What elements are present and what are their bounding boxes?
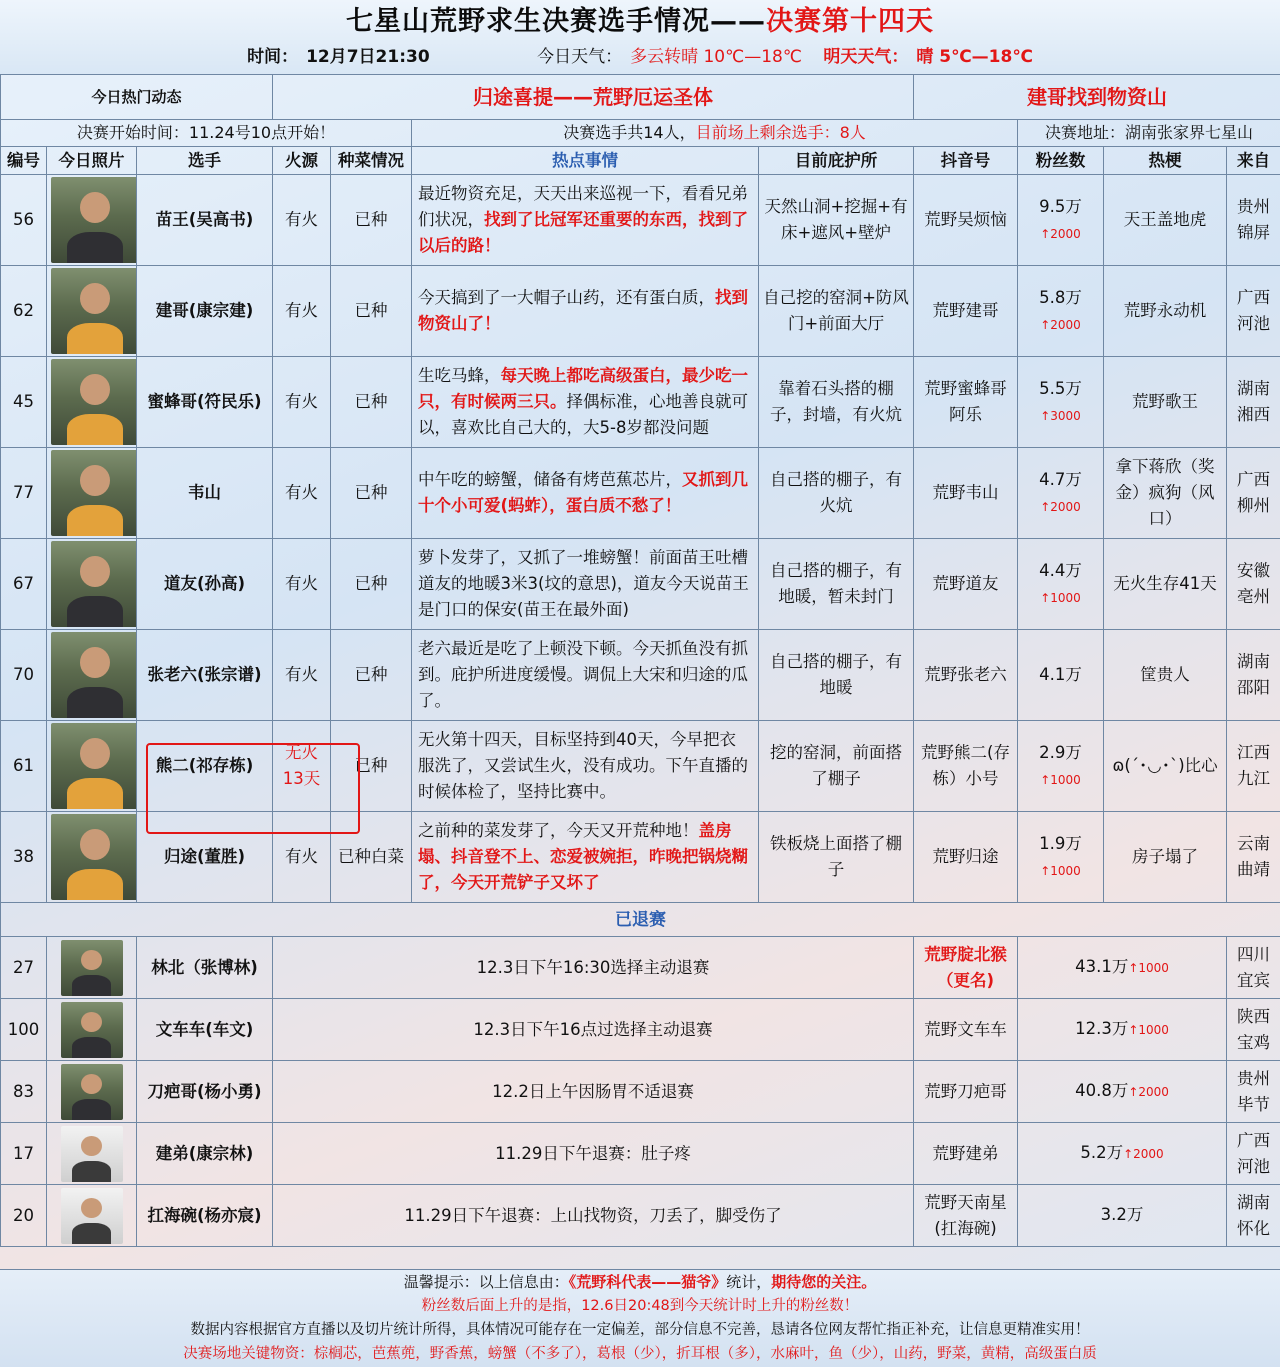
photo-cell [47,999,137,1061]
footer-fans-note: 粉丝数后面上升的是指，12.6日20:48到今天统计时上升的粉丝数！ [421,1298,859,1314]
player-name: 扛海碗(杨亦宸) [137,1185,273,1247]
photo-head [80,556,110,587]
event-highlight: 找到了比冠军还重要的东西，找到了以后的路！ [418,210,749,255]
event-text-more: 择偶标准，心地善良就可以，喜欢比自己大的，大5-8岁都没问题 [418,392,749,437]
fans-count [1018,999,1227,1061]
hot-news-row [1,75,1280,120]
douyin-account: 荒野建弟 [914,1123,1018,1185]
hometown: 贵州锦屏 [1227,175,1280,266]
photo-cell [47,721,137,812]
retire-reason: 12.2日上午因肠胃不适退赛 [273,1061,914,1123]
event-text: 之前种的菜发芽了，今天又开荒种地！ [418,821,699,840]
veg-status: 已种 [331,630,412,721]
player-name: 建哥(康宗建) [137,266,273,357]
fire-status: 有火 [273,539,331,630]
player-name: 道友(孙高) [137,539,273,630]
fans-count [1018,448,1104,539]
veg-status: 已种 [331,175,412,266]
meme: 荒野歌王 [1104,357,1227,448]
photo-cell [47,937,137,999]
fans-count [1018,1185,1227,1247]
shelter: 天然山洞+挖掘+有床+遮风+壁炉 [759,175,914,266]
footer-disclaimer: 数据内容根据官方直播以及切片统计所得，具体情况可能存在一定偏差，部分信息不完善，恳请各位网友帮忙指正补充，让信息更精准实用！ [190,1322,1090,1338]
player-photo [61,1002,123,1058]
player-photo [61,1188,123,1244]
fans-value: 4.4万 [1039,560,1082,580]
hot-news-item-2: 建哥找到物资山 [914,75,1280,120]
douyin-account: 荒野蜜蜂哥阿乐 [914,357,1018,448]
veg-status: 已种 [331,357,412,448]
photo-body [67,687,123,718]
photo-head [80,283,110,314]
hot-event [412,175,759,266]
event-text: 中午吃的螃蟹，储备有烤芭蕉芯片， [418,470,683,489]
photo-body [67,596,123,627]
fans-count [1018,937,1227,999]
fans-value: 5.5万 [1039,378,1082,398]
fans-value: 40.8万 [1075,1081,1129,1100]
photo-cell [47,357,137,448]
fans-count [1018,721,1104,812]
player-id: 20 [1,1185,47,1247]
fans-count [1018,357,1104,448]
photo-body [67,232,123,263]
player-photo [61,1126,123,1182]
photo-body [72,1037,112,1057]
douyin-account: 荒野文车车 [914,999,1018,1061]
player-id: 61 [1,721,47,812]
hometown: 湖南湘西 [1227,357,1280,448]
table-row [1,1061,1280,1123]
player-name: 刀疤哥(杨小勇) [137,1061,273,1123]
column-headers [1,147,1280,175]
player-photo [51,268,137,354]
fans-increase: ↑2000 [1040,499,1081,514]
player-id: 67 [1,539,47,630]
photo-body [67,778,123,809]
event-text: 最近物资充足，天天出来巡视一下，看看兄弟们状况， [418,184,749,229]
photo-body [67,505,123,536]
header-subline [0,44,1280,70]
player-photo [51,359,137,445]
hot-event [412,812,759,903]
footer-supplies: 决赛场地关键物资：棕榈芯，芭蕉蔸，野香蕉，螃蟹（不多了），葛根（少），折耳根（多），水麻叶，鱼（少），山药，野菜，黄精，高级蛋白质 [183,1346,1097,1362]
player-name: 蜜蜂哥(符民乐) [137,357,273,448]
event-highlight: 盖房塌、抖音登不上、恋爱被婉拒，昨晚把锅烧糊了，今天开荒铲子又坏了 [418,821,749,892]
fans-count [1018,812,1104,903]
fans-value: 3.2万 [1100,1205,1144,1224]
column-header: 抖音号 [914,147,1018,175]
fans-count [1018,630,1104,721]
event-text: 无火第十四天，目标坚持到40天，今早把衣服洗了，又尝试生火，没有成功。下午直播的时候体检了，坚持比赛中。 [418,730,749,801]
fans-count [1018,175,1104,266]
retire-reason: 11.29日下午退赛：肚子疼 [273,1123,914,1185]
players-table [0,74,1280,1247]
player-photo [51,723,137,809]
page-title-highlight: 决赛第十四天 [766,6,934,37]
fans-count [1018,1061,1227,1123]
fans-value: 1.9万 [1039,833,1082,853]
fans-increase: ↑2000 [1040,226,1081,241]
hometown: 安徽亳州 [1227,539,1280,630]
douyin-account: 荒野道友 [914,539,1018,630]
fans-value: 9.5万 [1039,196,1082,216]
player-id: 27 [1,937,47,999]
no-fire-highlight-box [146,743,360,834]
column-header: 今日照片 [47,147,137,175]
photo-head [80,647,110,678]
hot-event [412,721,759,812]
photo-head [81,1136,102,1156]
column-header: 选手 [137,147,273,175]
fire-status: 有火 [273,812,331,903]
table-row [1,357,1280,448]
shelter: 铁板烧上面搭了棚子 [759,812,914,903]
fans-value: 12.3万 [1075,1019,1129,1038]
hometown: 广西柳州 [1227,448,1280,539]
column-header: 火源 [273,147,331,175]
table-row [1,999,1280,1061]
hot-event [412,539,759,630]
event-text: 今天搞到了一大帽子山药，还有蛋白质， [418,288,716,307]
photo-body [67,323,123,354]
retire-reason: 11.29日下午退赛：上山找物资，刀丢了，脚受伤了 [273,1185,914,1247]
hometown: 贵州毕节 [1227,1061,1280,1123]
meme: 房子塌了 [1104,812,1227,903]
column-header: 编号 [1,147,47,175]
photo-head [80,829,110,860]
douyin-account: 荒野归途 [914,812,1018,903]
player-photo [51,632,137,718]
hometown: 四川宜宾 [1227,937,1280,999]
table-row [1,539,1280,630]
shelter: 自己搭的棚子，有地暖 [759,630,914,721]
meme: 荒野永动机 [1104,266,1227,357]
photo-body [72,1223,112,1243]
hometown: 江西九江 [1227,721,1280,812]
table-row [1,448,1280,539]
player-id: 70 [1,630,47,721]
event-text: 萝卜发芽了，又抓了一堆螃蟹！前面苗王吐槽道友的地暖3米3(坟的意思)，道友今天说苗王是门口的保安(苗王在最外面) [418,548,749,619]
table-row [1,630,1280,721]
hot-news-label: 今日热门动态 [1,75,273,120]
fans-value: 2.9万 [1039,742,1082,762]
fire-status: 有火 [273,175,331,266]
hometown: 云南曲靖 [1227,812,1280,903]
column-header: 来自 [1227,147,1280,175]
fans-increase: ↑1000 [1040,772,1081,787]
photo-head [80,192,110,223]
player-id: 100 [1,999,47,1061]
photo-cell [47,448,137,539]
hot-event [412,266,759,357]
footer [0,1269,1280,1367]
douyin-account: 荒野熊二(存栋）小号 [914,721,1018,812]
player-photo [51,814,137,900]
player-id: 77 [1,448,47,539]
player-photo [51,450,137,536]
player-id: 56 [1,175,47,266]
footer-note: 温馨提示：以上信息由：《荒野科代表——猫爷》统计，期待您的关注。 [403,1273,877,1291]
player-photo [61,1064,123,1120]
player-id: 62 [1,266,47,357]
douyin-account: 荒野张老六 [914,630,1018,721]
photo-head [80,374,110,405]
meme: 无火生存41天 [1104,539,1227,630]
event-text: 生吃马蜂， [418,366,501,385]
player-name: 苗王(吴高书) [137,175,273,266]
player-name: 韦山 [137,448,273,539]
location: 决赛地址：湖南张家界七星山 [1018,120,1280,147]
player-photo [51,541,137,627]
veg-status: 已种 [331,266,412,357]
fans-count [1018,266,1104,357]
table-row [1,937,1280,999]
veg-status: 已种 [331,448,412,539]
player-id: 38 [1,812,47,903]
table-row [1,175,1280,266]
meme: ɷ(´･◡･`)比心 [1104,721,1227,812]
photo-cell [47,630,137,721]
photo-body [72,1099,112,1119]
table-row [1,266,1280,357]
page-title: 七星山荒野求生决赛选手情况——决赛第十四天 [346,6,934,37]
veg-status: 已种 [331,721,412,812]
fans-value: 4.7万 [1039,469,1082,489]
photo-cell [47,1123,137,1185]
column-header: 粉丝数 [1018,147,1104,175]
fans-increase: ↑1000 [1040,863,1081,878]
player-id: 83 [1,1061,47,1123]
hometown: 广西河池 [1227,266,1280,357]
fans-value: 43.1万 [1075,957,1129,976]
photo-cell [47,266,137,357]
veg-status: 已种白菜 [331,812,412,903]
retired-label: 已退赛 [1,903,1280,937]
shelter: 靠着石头搭的棚子，封墙，有火炕 [759,357,914,448]
hot-event [412,448,759,539]
event-text: 老六最近是吃了上顿没下顿。今天抓鱼没有抓到。庇护所进度缓慢。调侃上大宋和归途的瓜了。 [418,639,749,710]
player-count: 决赛选手共14人，目前场上剩余选手：8人 [412,120,1018,147]
photo-cell [47,1185,137,1247]
fans-count [1018,539,1104,630]
player-name: 张老六(张宗谱) [137,630,273,721]
player-name: 熊二(祁存栋) [137,721,273,812]
douyin-account: 荒野刀疤哥 [914,1061,1018,1123]
column-header: 热梗 [1104,147,1227,175]
column-header: 目前庇护所 [759,147,914,175]
fans-increase: ↑1000 [1040,590,1081,605]
event-highlight: 又抓到几十个小可爱(蚂蚱），蛋白质不愁了！ [418,470,749,515]
player-photo [51,177,137,263]
header [0,0,1280,75]
photo-head [80,738,110,769]
player-name: 归途(董胜) [137,812,273,903]
fans-increase: ↑1000 [1128,1023,1169,1037]
event-highlight: 每天晚上都吃高级蛋白，最少吃一只，有时候两三只。 [418,366,749,411]
fans-increase: ↑2000 [1040,317,1081,332]
player-name: 文车车(车文) [137,999,273,1061]
shelter: 自己搭的棚子，有火炕 [759,448,914,539]
retire-reason: 12.3日下午16点过选择主动退赛 [273,999,914,1061]
photo-body [67,414,123,445]
fans-count [1018,1123,1227,1185]
meme: 天王盖地虎 [1104,175,1227,266]
photo-cell [47,1061,137,1123]
photo-body [72,975,112,995]
fire-status: 有火 [273,448,331,539]
fans-increase: ↑1000 [1128,961,1169,975]
photo-body [67,869,123,900]
column-header: 种菜情况 [331,147,412,175]
player-id: 45 [1,357,47,448]
hometown: 陕西宝鸡 [1227,999,1280,1061]
today-weather: 今日天气： 多云转晴 10℃—18℃ [537,47,802,67]
photo-head [81,950,102,970]
fire-status: 无火13天 [273,721,331,812]
photo-body [72,1161,112,1181]
retire-reason: 12.3日下午16:30选择主动退赛 [273,937,914,999]
meme: 拿下蒋欣（奖金）疯狗（风口） [1104,448,1227,539]
hot-event [412,630,759,721]
player-name: 林北（张博林) [137,937,273,999]
fans-increase: ↑2000 [1128,1085,1169,1099]
table-row [1,1185,1280,1247]
fans-value: 5.8万 [1039,287,1082,307]
photo-head [81,1074,102,1094]
fire-status: 有火 [273,357,331,448]
photo-cell [47,812,137,903]
photo-head [81,1012,102,1032]
player-photo [61,940,123,996]
veg-status: 已种 [331,539,412,630]
shelter: 自己搭的棚子，有地暖，暂未封门 [759,539,914,630]
douyin-account: 荒野天南星(扛海碗) [914,1185,1018,1247]
fire-status: 有火 [273,266,331,357]
photo-cell [47,539,137,630]
fans-increase: ↑3000 [1040,408,1081,423]
hot-news-item-1: 归途喜提——荒野厄运圣体 [273,75,914,120]
hometown: 湖南邵阳 [1227,630,1280,721]
fans-increase: ↑2000 [1123,1147,1164,1161]
photo-head [80,465,110,496]
time: 时间： 12月7日21:30 [247,47,430,67]
info-row [1,120,1280,147]
start-time: 决赛开始时间：11.24号10点开始！ [1,120,412,147]
table-row [1,1123,1280,1185]
meme: 筐贵人 [1104,630,1227,721]
fans-value: 4.1万 [1039,664,1082,684]
hot-event [412,357,759,448]
fans-value: 5.2万 [1080,1143,1124,1162]
hometown: 湖南怀化 [1227,1185,1280,1247]
photo-head [81,1198,102,1218]
douyin-account: 荒野腚北猴（更名) [914,937,1018,999]
player-name: 建弟(康宗林) [137,1123,273,1185]
retired-separator [1,903,1280,937]
shelter: 自己挖的窑洞+防风门+前面大厅 [759,266,914,357]
douyin-account: 荒野建哥 [914,266,1018,357]
douyin-account: 荒野吴烦恼 [914,175,1018,266]
shelter: 挖的窑洞，前面搭了棚子 [759,721,914,812]
hometown: 广西河池 [1227,1123,1280,1185]
photo-cell [47,175,137,266]
fire-status: 有火 [273,630,331,721]
tomorrow-weather: 明天天气： 晴 5℃—18℃ [823,47,1033,67]
player-id: 17 [1,1123,47,1185]
douyin-account: 荒野韦山 [914,448,1018,539]
column-header: 热点事情 [412,147,759,175]
event-highlight: 找到物资山了！ [418,288,749,333]
